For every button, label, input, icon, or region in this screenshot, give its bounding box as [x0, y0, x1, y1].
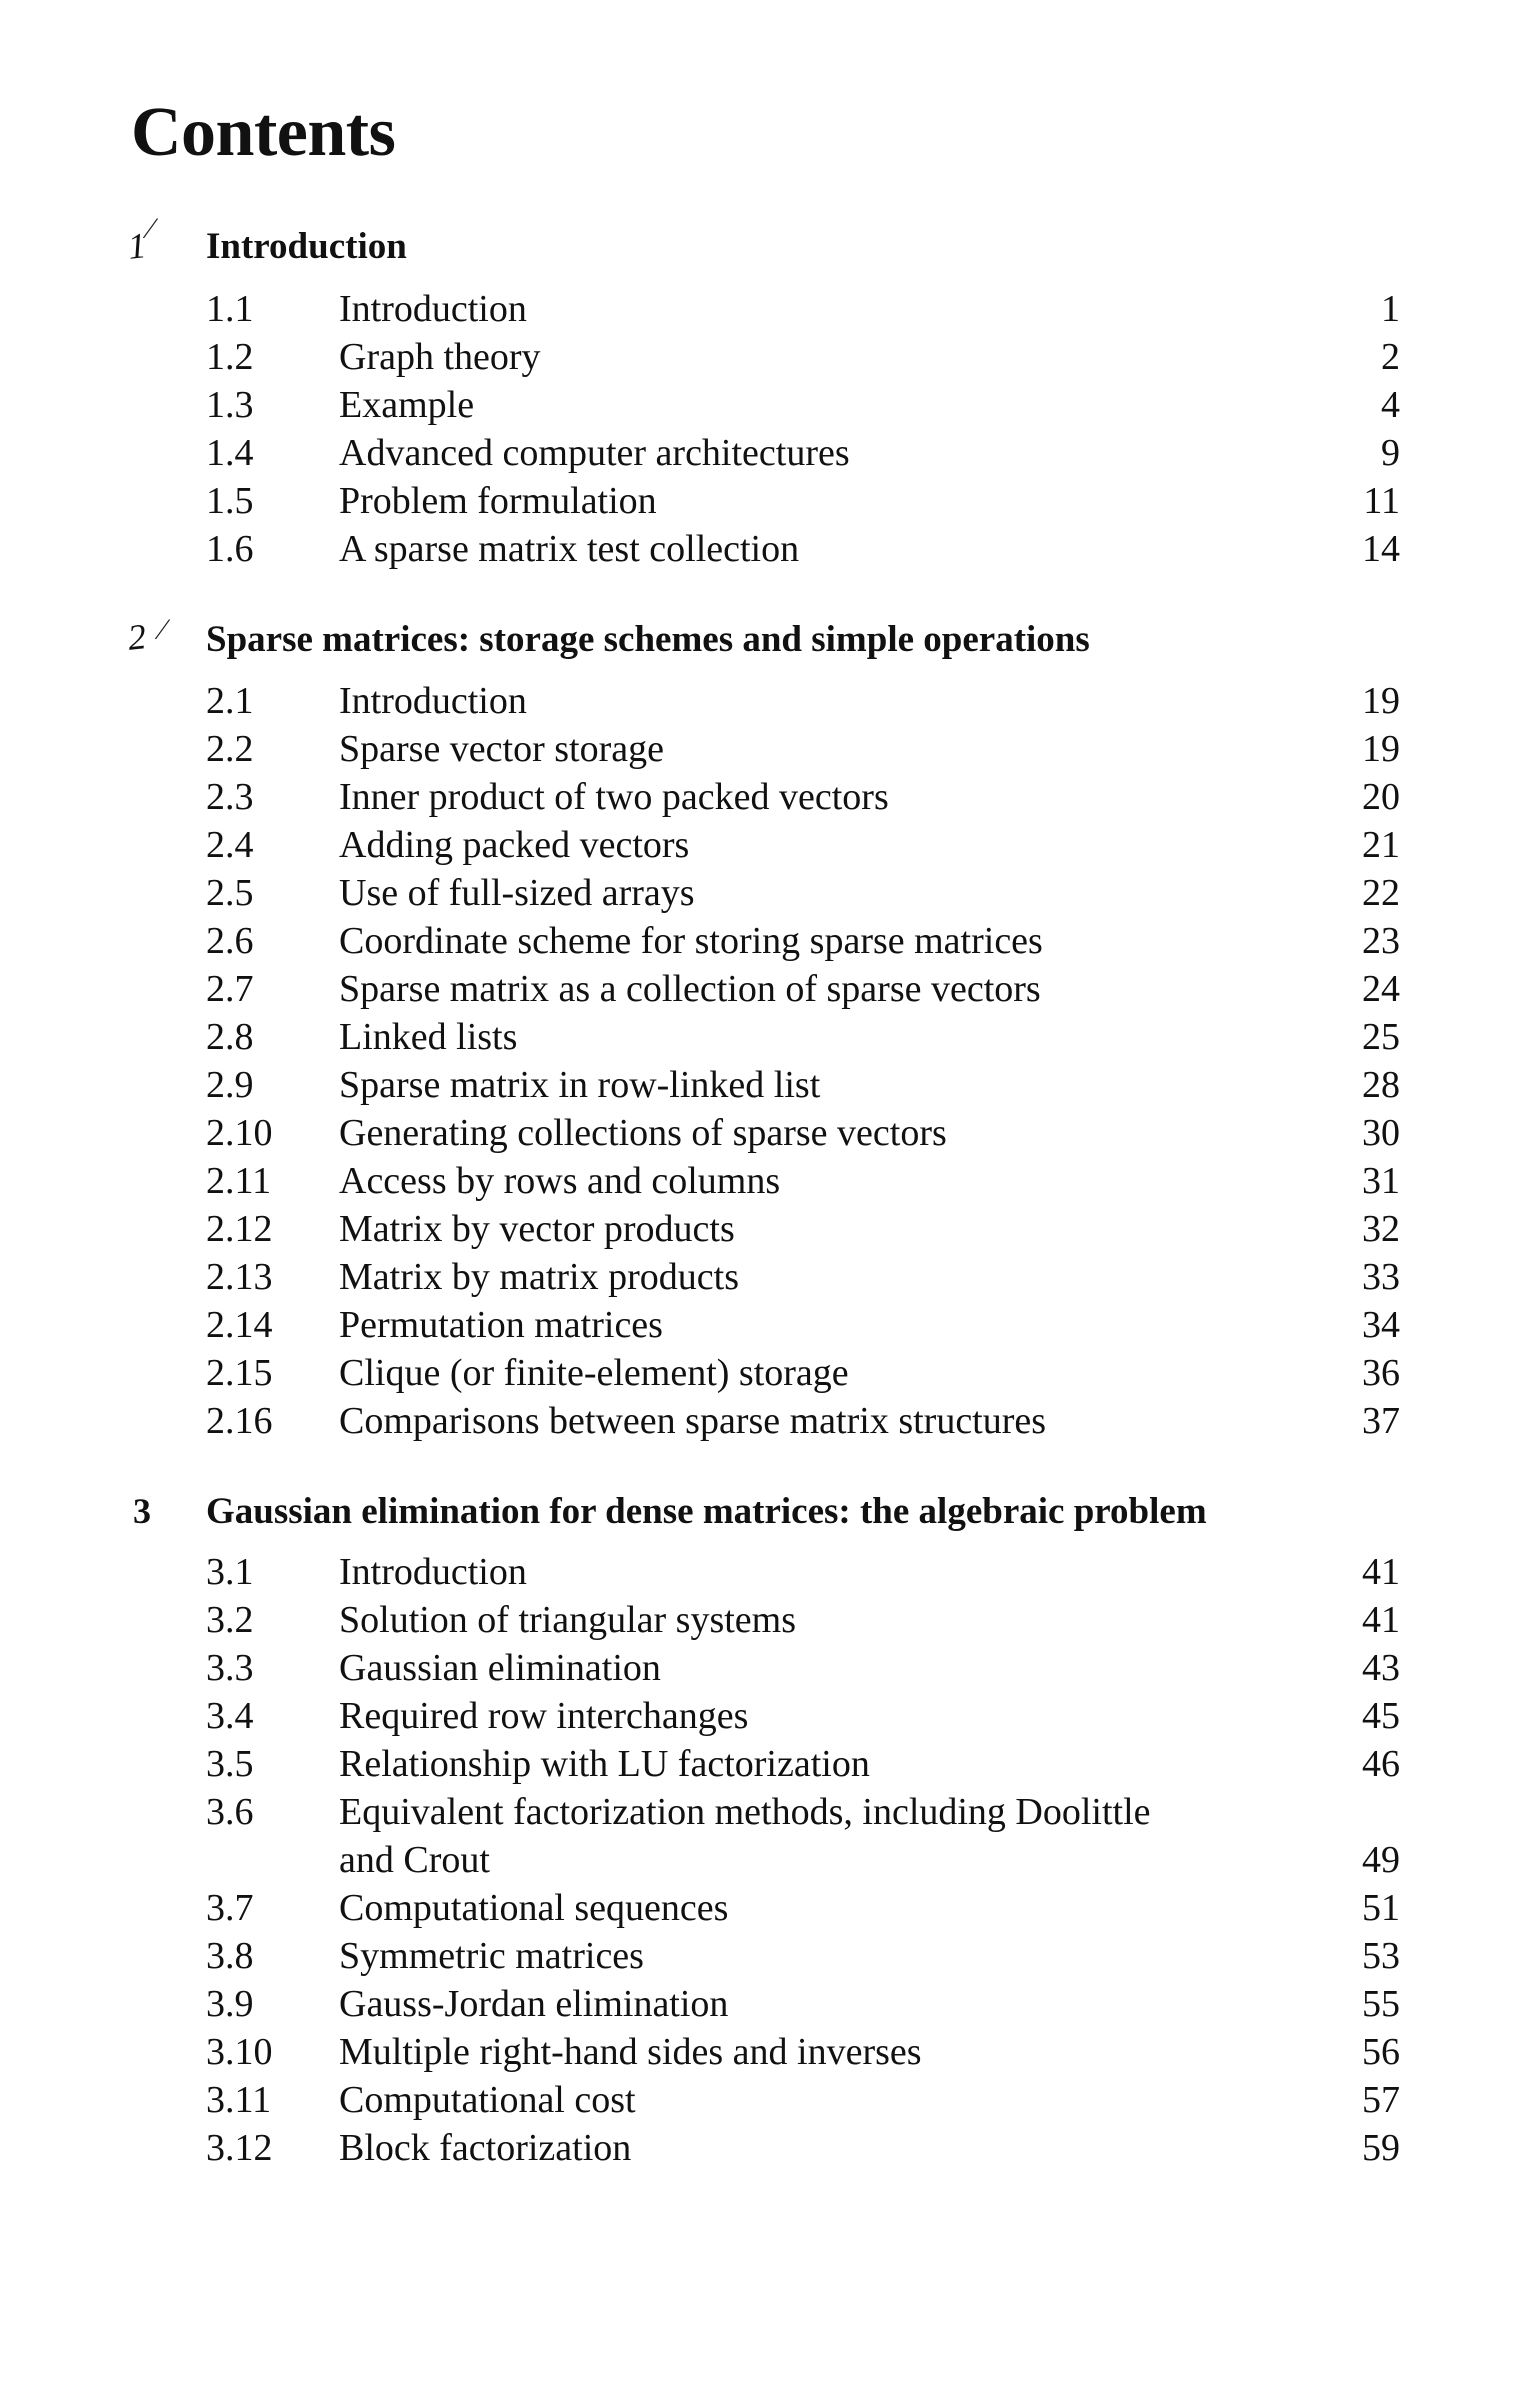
chapter-title: Sparse matrices: storage schemes and simple operations [206, 619, 1090, 660]
section-title: Graph theory [339, 336, 541, 378]
chapter-title: Introduction [206, 226, 407, 267]
section-number: 3.9 [206, 1983, 254, 2025]
section-number: 2.11 [206, 1160, 272, 1202]
section-title: Block factorization [339, 2127, 632, 2169]
section-number: 3.6 [206, 1791, 254, 1833]
section-page: 25 [1362, 1016, 1400, 1058]
section-page: 45 [1362, 1695, 1400, 1737]
section-page: 11 [1363, 480, 1400, 522]
section-page: 22 [1362, 872, 1400, 914]
section-number: 1.1 [206, 288, 254, 330]
section-number: 3.4 [206, 1695, 254, 1737]
section-number: 2.9 [206, 1064, 254, 1106]
section-number: 3.8 [206, 1935, 254, 1977]
section-title: Generating collections of sparse vectors [339, 1112, 947, 1154]
section-number: 3.3 [206, 1647, 254, 1689]
section-number: 2.5 [206, 872, 254, 914]
section-page: 19 [1362, 728, 1400, 770]
chapter-title: Gaussian elimination for dense matrices: the algebraic problem [206, 1491, 1207, 1532]
section-page: 49 [1362, 1839, 1400, 1881]
section-title: Sparse matrix in row-linked list [339, 1064, 821, 1106]
section-title: Introduction [339, 680, 527, 722]
section-number: 3.12 [206, 2127, 273, 2169]
section-number: 2.12 [206, 1208, 273, 1250]
section-page: 56 [1362, 2031, 1400, 2073]
section-page: 32 [1362, 1208, 1400, 1250]
section-title: Gauss-Jordan elimination [339, 1983, 729, 2025]
section-number: 1.6 [206, 528, 254, 570]
section-title: Gaussian elimination [339, 1647, 661, 1689]
section-title: Computational sequences [339, 1887, 729, 1929]
section-page: 34 [1362, 1304, 1400, 1346]
check-mark-icon: ⁄ [160, 613, 166, 646]
section-title: Multiple right-hand sides and inverses [339, 2031, 922, 2073]
section-page: 24 [1362, 968, 1400, 1010]
section-page: 14 [1362, 528, 1400, 570]
section-title: Permutation matrices [339, 1304, 663, 1346]
section-number: 3.5 [206, 1743, 254, 1785]
section-page: 4 [1381, 384, 1400, 426]
section-page: 41 [1362, 1551, 1400, 1593]
section-title: Sparse vector storage [339, 728, 664, 770]
section-page: 20 [1362, 776, 1400, 818]
check-mark-icon: ⁄ [148, 212, 154, 245]
section-page: 33 [1362, 1256, 1400, 1298]
section-number: 2.4 [206, 824, 254, 866]
section-number: 2.10 [206, 1112, 273, 1154]
section-title: Introduction [339, 1551, 527, 1593]
section-page: 57 [1362, 2079, 1400, 2121]
section-title: Relationship with LU factorization [339, 1743, 870, 1785]
chapter-number: 2 [125, 616, 149, 658]
section-title: Problem formulation [339, 480, 657, 522]
chapter-number: 3 [133, 1491, 151, 1531]
section-page: 51 [1362, 1887, 1400, 1929]
section-number: 1.3 [206, 384, 254, 426]
section-page: 1 [1381, 288, 1400, 330]
section-page: 2 [1381, 336, 1400, 378]
section-number: 2.14 [206, 1304, 273, 1346]
section-number: 3.2 [206, 1599, 254, 1641]
section-title: Matrix by vector products [339, 1208, 735, 1250]
section-page: 43 [1362, 1647, 1400, 1689]
chapter-number: 1 [125, 225, 149, 267]
section-number: 2.1 [206, 680, 254, 722]
section-number: 2.7 [206, 968, 254, 1010]
section-number: 3.11 [206, 2079, 272, 2121]
section-page: 53 [1362, 1935, 1400, 1977]
page-title: Contents [131, 94, 396, 171]
section-title: Equivalent factorization methods, including Doolittle [339, 1791, 1151, 1833]
section-title: Introduction [339, 288, 527, 330]
section-number: 2.16 [206, 1400, 273, 1442]
section-number: 2.6 [206, 920, 254, 962]
section-title: Inner product of two packed vectors [339, 776, 889, 818]
section-number: 2.13 [206, 1256, 273, 1298]
section-title: Clique (or finite-element) storage [339, 1352, 849, 1394]
section-number: 2.15 [206, 1352, 273, 1394]
section-number: 3.1 [206, 1551, 254, 1593]
section-title: Sparse matrix as a collection of sparse vectors [339, 968, 1041, 1010]
section-page: 37 [1362, 1400, 1400, 1442]
section-page: 9 [1381, 432, 1400, 474]
section-number: 1.2 [206, 336, 254, 378]
section-title: Adding packed vectors [339, 824, 690, 866]
section-title: Required row interchanges [339, 1695, 749, 1737]
section-title: Solution of triangular systems [339, 1599, 797, 1641]
section-title: A sparse matrix test collection [339, 528, 800, 570]
section-title: Symmetric matrices [339, 1935, 644, 1977]
section-number: 2.2 [206, 728, 254, 770]
section-page: 55 [1362, 1983, 1400, 2025]
section-page: 59 [1362, 2127, 1400, 2169]
section-page: 36 [1362, 1352, 1400, 1394]
section-number: 3.10 [206, 2031, 273, 2073]
section-title: Use of full-sized arrays [339, 872, 695, 914]
section-number: 2.8 [206, 1016, 254, 1058]
section-title: Example [339, 384, 475, 426]
section-title: Linked lists [339, 1016, 518, 1058]
section-number: 3.7 [206, 1887, 254, 1929]
section-page: 21 [1362, 824, 1400, 866]
section-page: 28 [1362, 1064, 1400, 1106]
section-page: 19 [1362, 680, 1400, 722]
section-title: Advanced computer architectures [339, 432, 850, 474]
section-title: Access by rows and columns [339, 1160, 781, 1202]
section-title: Matrix by matrix products [339, 1256, 739, 1298]
section-number: 1.5 [206, 480, 254, 522]
section-number: 1.4 [206, 432, 254, 474]
section-page: 23 [1362, 920, 1400, 962]
section-number: 2.3 [206, 776, 254, 818]
section-title: Computational cost [339, 2079, 636, 2121]
section-page: 30 [1362, 1112, 1400, 1154]
section-title: Comparisons between sparse matrix structures [339, 1400, 1047, 1442]
section-page: 31 [1362, 1160, 1400, 1202]
section-title-continued: and Crout [339, 1839, 490, 1881]
section-page: 41 [1362, 1599, 1400, 1641]
section-page: 46 [1362, 1743, 1400, 1785]
section-title: Coordinate scheme for storing sparse matrices [339, 920, 1043, 962]
